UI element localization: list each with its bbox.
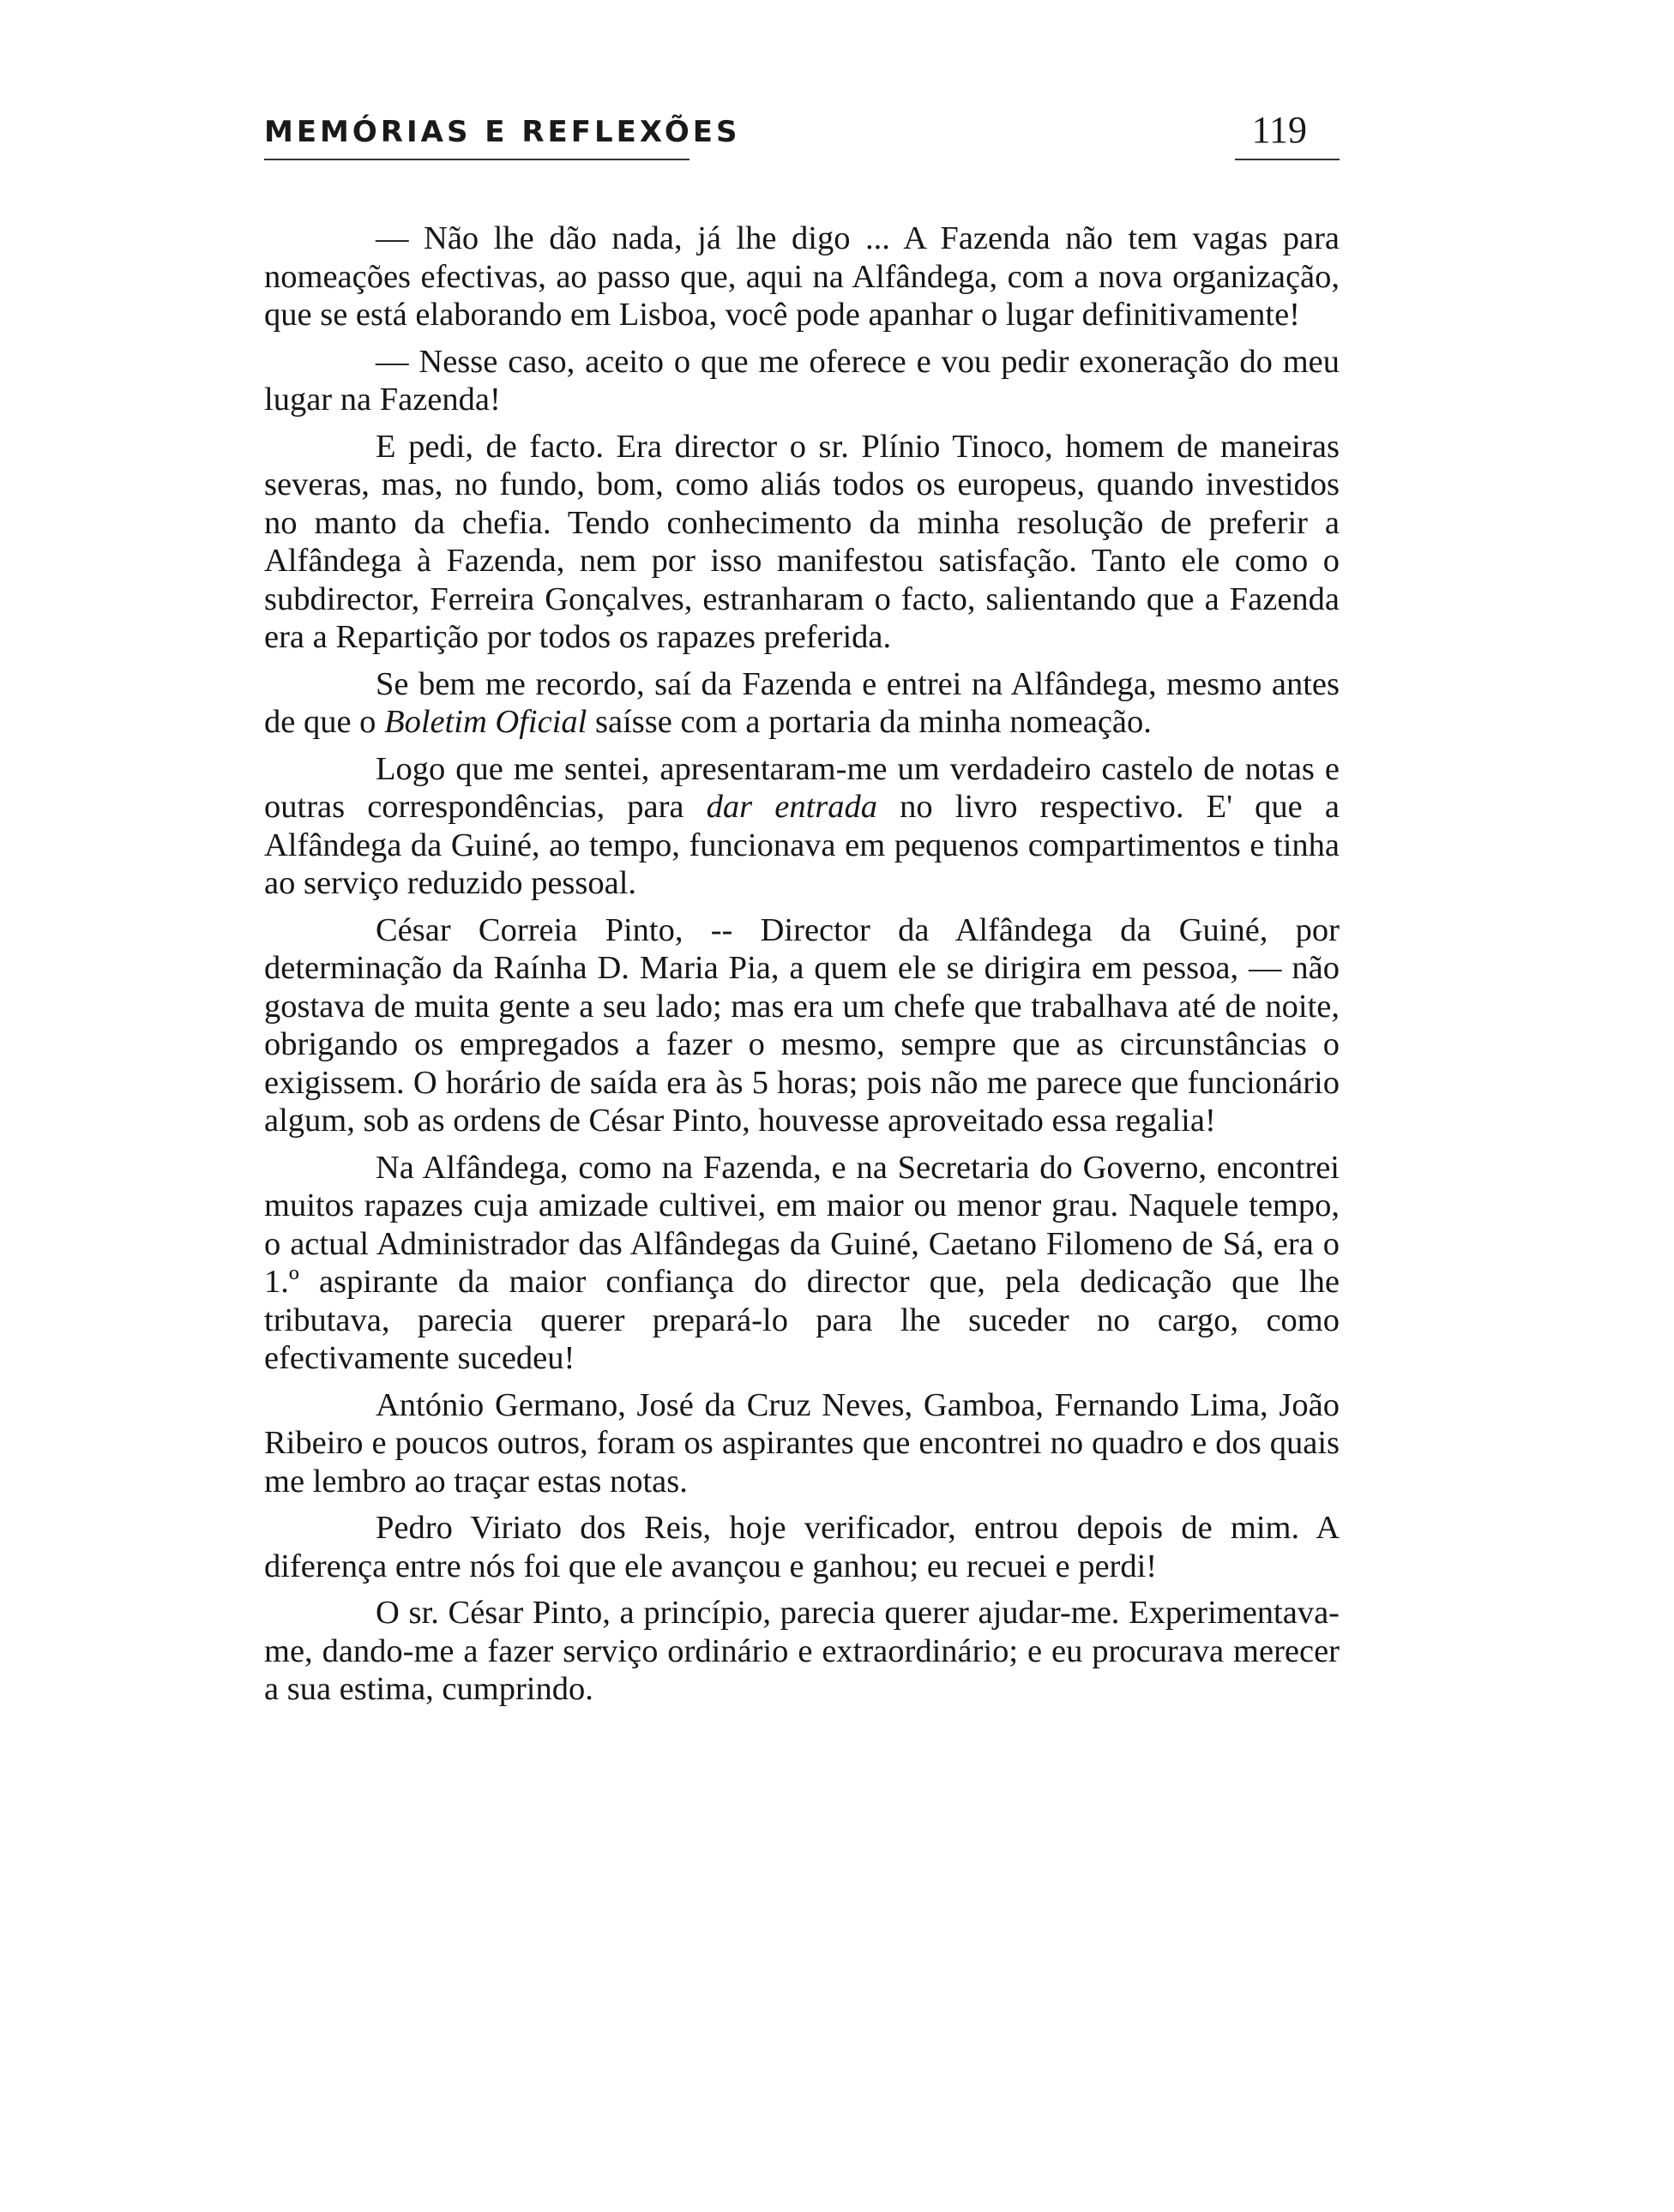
dar-entrada-italic: dar entrada	[706, 789, 877, 825]
paragraph-5-text-b: no livro respectivo. E' que a Alfândega da Guiné, ao tempo, funcionava em pequenos compartimentos e tinha ao serviço reduzido pessoal.	[264, 789, 1340, 901]
running-title: MEMÓRIAS E REFLEXÕES	[264, 115, 741, 149]
paragraph-5-text-a: Logo que me sentei, apresentaram-me um verdadeiro castelo de notas e outras correspondências, para	[264, 750, 1340, 825]
paragraph-5	[264, 750, 1340, 903]
paragraph-10: O sr. César Pinto, a princípio, parecia querer ajudar-me. Experimentava-me, dando-me a fazer serviço ordinário e extraordinário; e eu procurava merecer a sua estima, cumprindo.	[264, 1595, 1340, 1707]
page-number: 119	[1251, 109, 1307, 151]
paragraph-6: César Correia Pinto, -- Director da Alfândega da Guiné, por determinação da Raínha D. Maria Pia, a quem ele se dirigira em pessoa, — não gostava de muita gente a seu lado; mas era um chefe que trabalhava até de noite, obrigando os empregados a fazer o mesmo, sempre que as circunstâncias o exigissem. O horário de saída era às 5 horas; pois não me parece que funcionário algum, sob as ordens de César Pinto, houvesse aproveitado essa regalia!	[264, 911, 1340, 1139]
boletim-oficial-italic: Boletim Oficial	[384, 704, 587, 740]
paragraph-4-text-a: Se bem me recordo, saí da Fazenda e entrei na Alfândega, mesmo antes de que o	[264, 665, 1340, 740]
paragraph-4-text-b: saísse com a portaria da minha nomeação.	[587, 704, 1152, 740]
paragraph-4	[264, 665, 1340, 742]
paragraph-1: — Não lhe dão nada, já lhe digo ... A Fazenda não tem vagas para nomeações efectivas, ao passo que, aqui na Alfândega, com a nova organização, que se está elaborando em Lisboa, você pode apanhar o lugar definitivamente!	[264, 220, 1340, 333]
paragraph-2: — Nesse caso, aceito o que me oferece e vou pedir exoneração do meu lugar na Fazenda!	[264, 343, 1340, 418]
paragraph-7: Na Alfândega, como na Fazenda, e na Secretaria do Governo, encontrei muitos rapazes cuja amizade cultivei, em maior ou menor grau. Naquele tempo, o actual Administrador das Alfândegas da Guiné, Caetano Filomeno de Sá, era o 1.º aspirante da maior confiança do director que, pela dedicação que lhe tributava, parecia querer prepará-lo para lhe suceder no cargo, como efectivamente sucedeu!	[264, 1149, 1340, 1376]
paragraph-8: António Germano, José da Cruz Neves, Gamboa, Fernando Lima, João Ribeiro e poucos outros, foram os aspirantes que encontrei no quadro e dos quais me lembro ao traçar estas notas.	[264, 1386, 1340, 1500]
running-head	[264, 110, 1340, 151]
paragraph-3: E pedi, de facto. Era director o sr. Plínio Tinoco, homem de maneiras severas, mas, no fundo, bom, como aliás todos os europeus, quando investidos no manto da chefia. Tendo conhecimento da minha resolução de preferir a Alfândega à Fazenda, nem por isso manifestou satisfação. Tanto ele como o subdirector, Ferreira Gonçalves, estranharam o facto, salientando que a Fazenda era a Repartição por todos os rapazes preferida.	[264, 428, 1340, 655]
header-rule-right	[1235, 159, 1340, 160]
header-rule-left	[264, 159, 689, 160]
text-body	[264, 219, 1340, 1717]
paragraph-9: Pedro Viriato dos Reis, hoje verificador, entrou depois de mim. A diferença entre nós foi que ele avançou e ganhou; eu recuei e perdi!	[264, 1510, 1340, 1584]
